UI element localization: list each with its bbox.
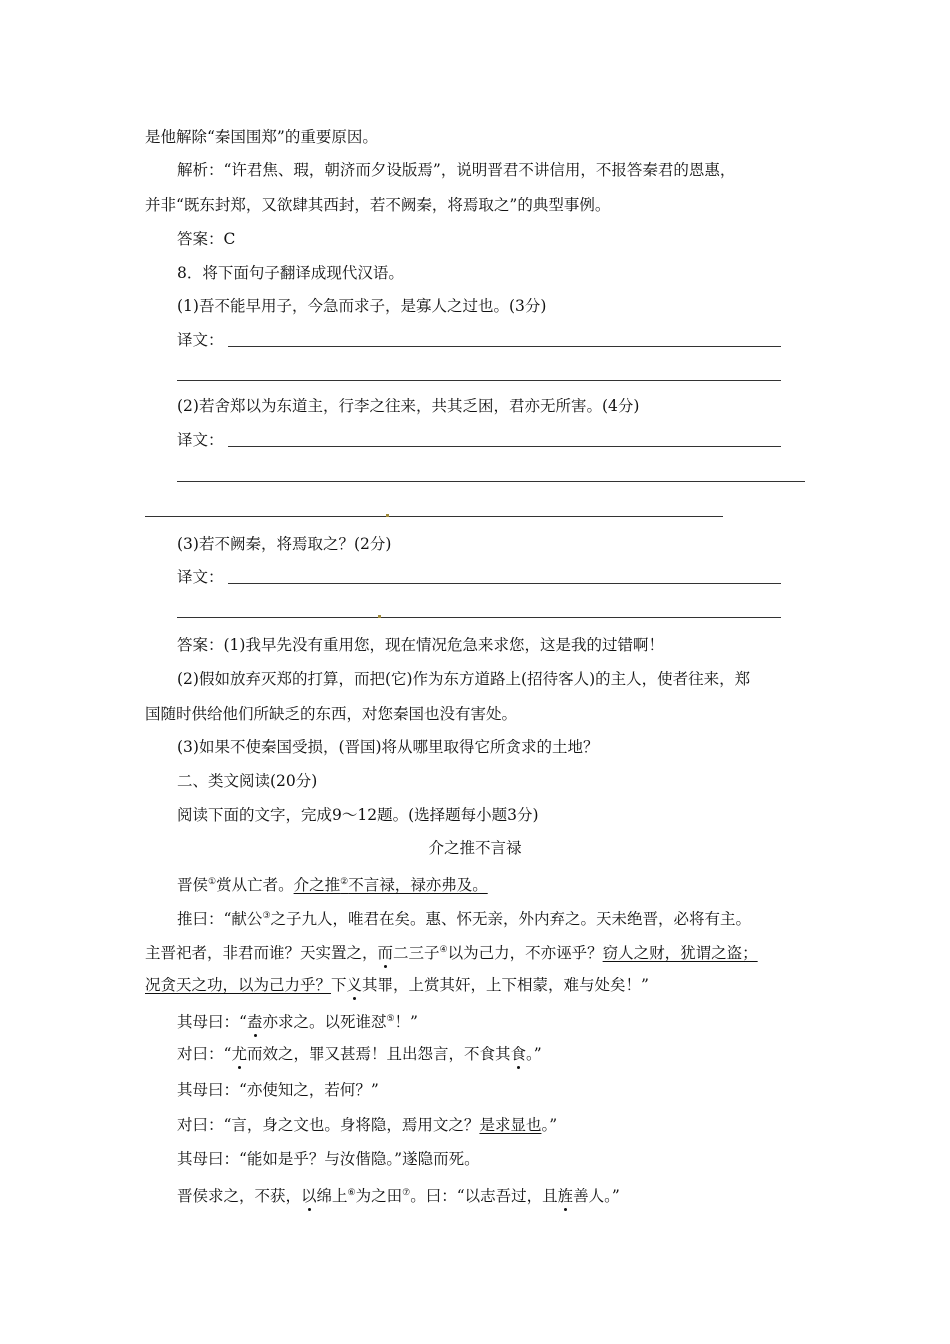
answer-2-cont: 国随时供给他们所缺乏的东西，对您秦国也没有害处。	[145, 705, 518, 723]
answer-2: (2)假如放弃灭郑的打算，而把(它)作为东方道路上(招待客人)的主人，使者往来，郑	[177, 670, 751, 688]
mark-dot	[378, 615, 381, 618]
answer-blank[interactable]	[177, 481, 805, 482]
sentence-1: (1)吾不能早用子，今急而求子，是寡人之过也。(3分)	[177, 297, 547, 315]
passage-para: 其母曰：“能如是乎？与汝偕隐。”遂隐而死。	[177, 1150, 480, 1168]
answer-blank[interactable]	[145, 516, 723, 517]
passage-para-2: 推曰：“献公③之子九人，唯君在矣。惠、怀无亲，外内弃之。天未绝晋，必将有主。	[177, 910, 752, 928]
passage-title: 介之推不言禄	[428, 839, 522, 857]
question-8: 8．将下面句子翻译成现代汉语。	[177, 264, 404, 282]
answer-3: (3)如果不使秦国受损，(晋国)将从哪里取得它所贪求的土地？	[177, 738, 599, 756]
sentence-2: (2)若舍郑以为东道主，行李之往来，共其乏困，君亦无所害。(4分)	[177, 397, 640, 415]
answer-blank[interactable]	[228, 446, 781, 447]
passage-para: 对曰：“言，身之文也。身将隐，焉用文之？是求显也。”	[177, 1116, 558, 1134]
section-heading: 二、类文阅读(20分)	[177, 772, 318, 790]
passage-line: 况贪天之功，以为己力乎？下义其罪，上赏其奸，上下相蒙，难与处矣！”	[145, 976, 649, 994]
text-line: 是他解除“秦国围郑”的重要原因。	[145, 128, 378, 146]
passage-para: 其母曰：“盍亦求之。以死谁怼⑤！”	[177, 1013, 418, 1031]
passage-para: 晋侯求之，不获，以绵上⑥为之田⑦。曰：“以志吾过，且旌善人。”	[177, 1187, 620, 1205]
sentence-3: (3)若不阙秦，将焉取之？(2分)	[177, 535, 392, 553]
answer-line: 答案：C	[177, 230, 236, 248]
translation-label: 译文：	[177, 331, 224, 349]
passage-para: 其母曰：“亦使知之，若何？”	[177, 1081, 379, 1099]
answer-blank[interactable]	[177, 380, 781, 381]
translation-label: 译文：	[177, 431, 224, 449]
analysis-line: 解析：“许君焦、瑕，朝济而夕设版焉”，说明晋君不讲信用，不报答秦君的恩惠，	[177, 161, 736, 179]
passage-para: 对曰：“尤而效之，罪又甚焉！且出怨言，不食其食。”	[177, 1045, 542, 1063]
passage-para-1: 晋侯①赏从亡者。介之推②不言禄，禄亦弗及。	[177, 876, 488, 894]
text-line: 并非“既东封郑，又欲肆其西封，若不阙秦，将焉取之”的典型事例。	[145, 196, 611, 214]
translation-label: 译文：	[177, 568, 224, 586]
answer-blank[interactable]	[177, 617, 781, 618]
passage-line: 主晋祀者，非君而谁？天实置之，而二三子④以为己力，不亦诬乎？窃人之财，犹谓之盗；	[145, 944, 758, 962]
mark-dot	[386, 514, 389, 517]
answer-blank[interactable]	[228, 346, 781, 347]
instructions: 阅读下面的文字，完成9～12题。(选择题每小题3分)	[177, 806, 539, 824]
answer-blank[interactable]	[228, 583, 781, 584]
answer-1: 答案：(1)我早先没有重用您，现在情况危急来求您，这是我的过错啊！	[177, 636, 664, 654]
